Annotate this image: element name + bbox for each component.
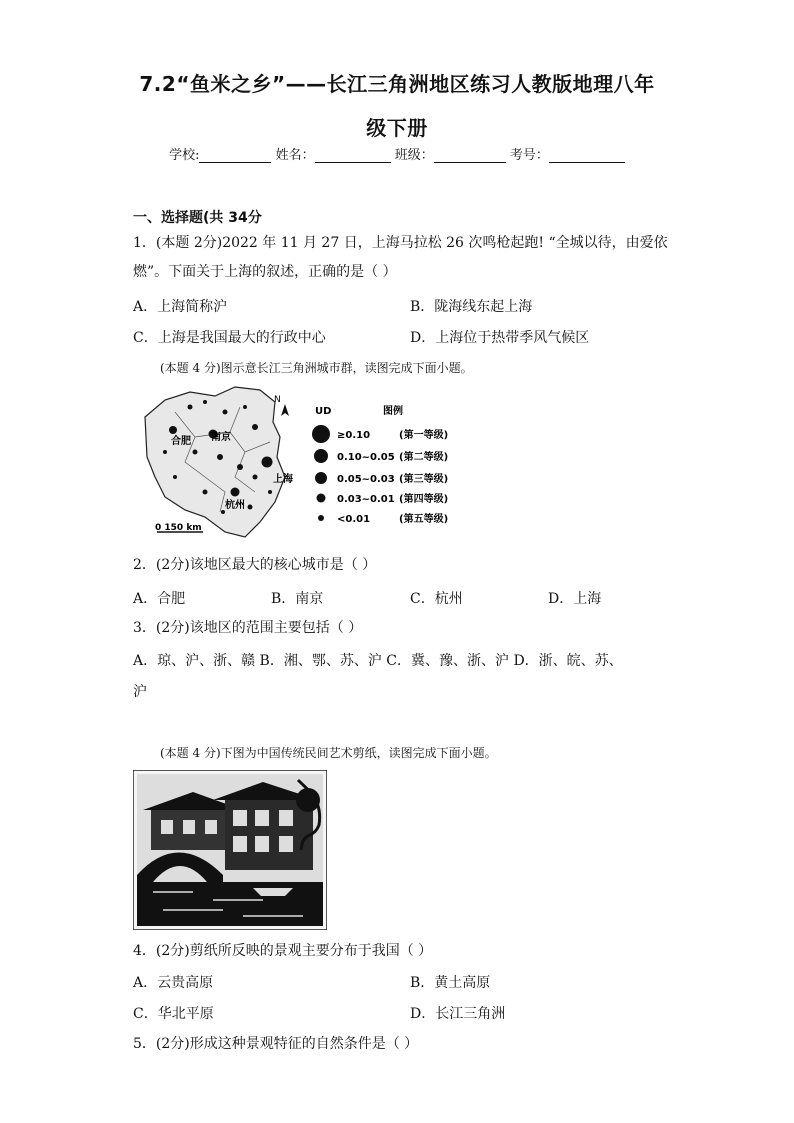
- legend-range-5: <0.01: [337, 514, 371, 525]
- legend-dot-1: [312, 425, 330, 443]
- papercut-image: [133, 770, 327, 930]
- map-city-shanghai: 上海: [273, 474, 293, 485]
- q1-option-c[interactable]: C．上海是我国最大的行政中心: [133, 330, 326, 346]
- legend-dot-5: [318, 515, 324, 521]
- north-label: N: [274, 395, 281, 405]
- section-heading: 一、选择题(共 34分: [133, 210, 262, 226]
- number-label: 考号：: [509, 148, 549, 163]
- q1-option-a[interactable]: A．上海简称沪: [133, 299, 228, 315]
- q1-option-b[interactable]: B．陇海线东起上海: [410, 299, 533, 315]
- legend-grade-1: (第一等级): [399, 430, 449, 441]
- q4-option-b[interactable]: B．黄土高原: [410, 975, 491, 991]
- q4-option-c[interactable]: C．华北平原: [133, 1006, 214, 1022]
- name-label: 姓名：: [275, 148, 315, 163]
- q5-stem: 5．(2分)形成这种景观特征的自然条件是（ ）: [133, 1036, 419, 1052]
- school-label: 学校:: [169, 148, 200, 163]
- intro-map: (本题 4 分)图示意长江三角洲城市群，读图完成下面小题。: [160, 361, 473, 375]
- scale-label: 0 150 km: [155, 523, 202, 533]
- number-blank[interactable]: [549, 148, 625, 163]
- yangtze-delta-map: [135, 382, 465, 542]
- q3-options-wrap: 沪: [133, 684, 147, 700]
- map-city-hefei: 合肥: [171, 436, 191, 447]
- legend-title: 图例: [383, 406, 403, 417]
- legend-grade-2: (第二等级): [399, 452, 449, 463]
- map-city-hangzhou: 杭州: [225, 500, 245, 511]
- legend-grade-4: (第四等级): [399, 494, 449, 505]
- q4-option-a[interactable]: A．云贵高原: [133, 975, 214, 991]
- legend-grade-3: (第三等级): [399, 474, 449, 485]
- legend-range-4: 0.03~0.01: [337, 494, 395, 505]
- legend-ud: UD: [315, 406, 332, 417]
- doc-title-line1: 7.2“鱼米之乡”——长江三角洲地区练习人教版地理八年: [139, 72, 655, 96]
- class-label: 班级：: [394, 148, 434, 163]
- q2-option-d[interactable]: D．上海: [548, 591, 602, 607]
- q1-option-d[interactable]: D．上海位于热带季风气候区: [410, 330, 590, 346]
- q3-stem: 3．(2分)该地区的范围主要包括（ ）: [133, 620, 363, 636]
- student-info-line: [0, 144, 794, 163]
- q2-stem: 2．(2分)该地区最大的核心城市是（ ）: [133, 557, 377, 573]
- q2-option-b[interactable]: B．南京: [271, 591, 324, 607]
- legend-range-1: ≥0.10: [337, 430, 371, 441]
- north-arrow-icon: [274, 395, 289, 416]
- q4-option-d[interactable]: D．长江三角洲: [410, 1006, 506, 1022]
- q4-stem: 4．(2分)剪纸所反映的景观主要分布于我国（ ）: [133, 943, 433, 959]
- school-blank[interactable]: [199, 148, 271, 163]
- name-blank[interactable]: [315, 148, 391, 163]
- map-city-nanjing: 南京: [211, 432, 231, 443]
- intro-papercut: (本题 4 分)下图为中国传统民间艺术剪纸，读图完成下面小题。: [160, 746, 497, 760]
- legend-range-2: 0.10~0.05: [337, 452, 395, 463]
- doc-title-line2: 级下册: [366, 116, 428, 140]
- legend-dot-2: [314, 449, 328, 463]
- q3-options-line[interactable]: A．琼、沪、浙、赣 B．湘、鄂、苏、沪 C．冀、豫、浙、沪 D．浙、皖、苏、: [133, 653, 623, 669]
- q2-option-a[interactable]: A．合肥: [133, 591, 186, 607]
- q1-line2: 燃”。下面关于上海的叙述，正确的是（ ）: [133, 264, 397, 280]
- legend-range-3: 0.05~0.03: [337, 474, 395, 485]
- legend-dot-4: [317, 494, 326, 503]
- legend-dot-3: [315, 472, 327, 484]
- class-blank[interactable]: [434, 148, 506, 163]
- legend-grade-5: (第五等级): [399, 514, 449, 525]
- q2-option-c[interactable]: C．杭州: [410, 591, 463, 607]
- q1-line1: 1．(本题 2分)2022 年 11 月 27 日，上海马拉松 26 次鸣枪起跑! “全城以待，由爱依: [133, 235, 668, 251]
